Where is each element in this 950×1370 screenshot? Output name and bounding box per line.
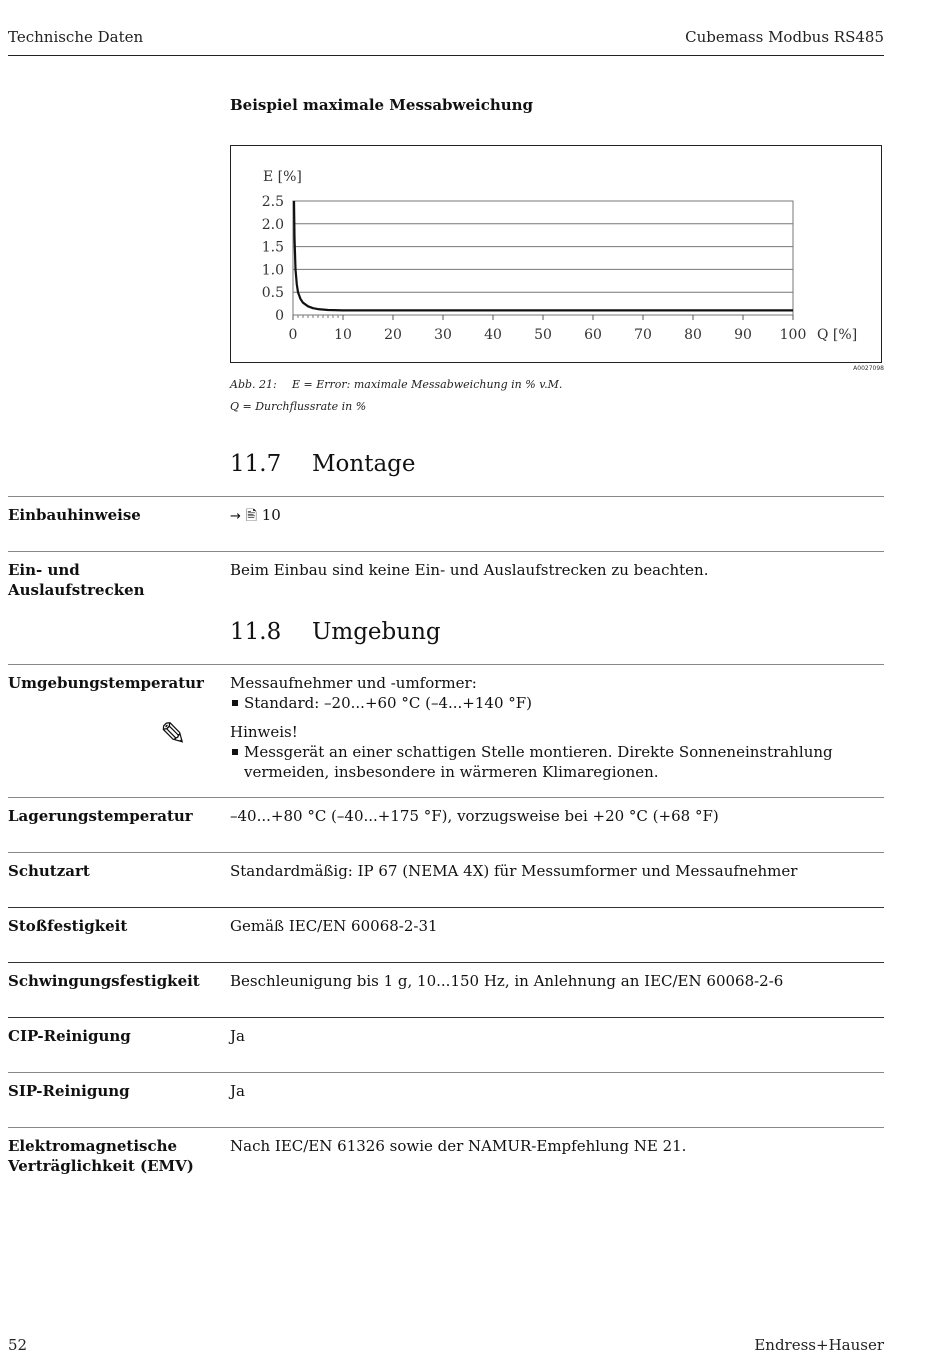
error-curve <box>294 201 793 310</box>
row-label-schutzart: Schutzart <box>8 862 90 880</box>
row-divider <box>8 1072 884 1073</box>
row-value-cip-reinigung: Ja <box>230 1027 245 1045</box>
x-tick-label: 20 <box>384 327 402 343</box>
row-label-sip-reinigung: SIP-Reinigung <box>8 1082 130 1100</box>
row-divider <box>8 664 884 665</box>
x-tick-label: 0 <box>288 327 298 343</box>
row-label-schwingungsfestigkeit: Schwingungsfestigkeit <box>8 972 200 990</box>
y-tick-label: 2.5 <box>261 194 284 210</box>
row-value-umgebungstemperatur <box>230 673 884 782</box>
page-number: 52 <box>8 1336 28 1354</box>
x-tick-label: 10 <box>334 327 352 343</box>
row-divider <box>8 907 884 908</box>
row-divider <box>8 852 884 853</box>
y-axis-label: E [%] <box>263 169 302 185</box>
row-value-einlaufstrecken: Beim Einbau sind keine Ein- und Auslaufstrecken zu beachten. <box>230 561 709 579</box>
caption-label: Abb. 21: <box>230 378 277 391</box>
figure-id: A0027098 <box>853 365 884 372</box>
row-value-schutzart: Standardmäßig: IP 67 (NEMA 4X) für Messumformer und Messaufnehmer <box>230 862 798 880</box>
x-tick-label: 80 <box>684 327 702 343</box>
row-divider <box>8 1127 884 1128</box>
footer-brand: Endress+Hauser <box>754 1336 884 1354</box>
figure-caption-2: Q = Durchflussrate in % <box>230 400 367 413</box>
caption-text-1: E = Error: maximale Messabweichung in % v.M. <box>292 378 563 391</box>
y-tick-label: 1.5 <box>261 239 284 256</box>
row-value-stossfestigkeit: Gemäß IEC/EN 60068-2-31 <box>230 917 438 935</box>
section-number-montage: 11.7 <box>230 451 282 477</box>
x-tick-label: 50 <box>534 327 552 343</box>
y-tick-label: 2.0 <box>261 216 284 233</box>
arrow-right-icon: → <box>230 509 241 524</box>
x-tick-label: 40 <box>484 327 502 343</box>
row-label-umgebungstemperatur: Umgebungstemperatur <box>8 674 204 692</box>
x-tick-label: 60 <box>584 327 602 343</box>
x-tick-label: 30 <box>434 327 452 343</box>
row-divider <box>8 797 884 798</box>
x-tick-label: 90 <box>734 327 752 343</box>
figure-caption-1 <box>230 378 562 391</box>
page-reference-link[interactable] <box>230 505 884 527</box>
section-title-montage: Montage <box>312 451 416 477</box>
header-product-name: Cubemass Modbus RS485 <box>685 28 884 46</box>
x-axis-label: Q [%] <box>817 327 858 343</box>
figure-title: Beispiel maximale Messabweichung <box>230 96 534 114</box>
x-tick-label: 70 <box>634 327 652 343</box>
row-value-emv: Nach IEC/EN 61326 sowie der NAMUR-Empfehlung NE 21. <box>230 1137 687 1155</box>
temperature-intro: Messaufnehmer und -umformer: <box>230 674 477 692</box>
row-label-einbauhinweise: Einbauhinweise <box>8 506 141 524</box>
row-value-lagerungstemperatur: –40...+80 °C (–40...+175 °F), vorzugsweise bei +20 °C (+68 °F) <box>230 807 719 825</box>
header-divider <box>8 55 884 56</box>
page-icon: 🖹 <box>245 508 257 524</box>
row-label-cip-reinigung: CIP-Reinigung <box>8 1027 131 1045</box>
page-reference-number: 10 <box>261 506 281 524</box>
hint-title: Hinweis! <box>230 723 298 741</box>
y-tick-label: 0 <box>275 308 284 324</box>
plot-frame <box>293 201 793 315</box>
temperature-standard: Standard: –20...+60 °C (–4...+140 °F) <box>230 693 884 713</box>
section-number-umgebung: 11.8 <box>230 619 282 645</box>
row-divider <box>8 1017 884 1018</box>
row-label-lagerungstemperatur: Lagerungstemperatur <box>8 807 193 825</box>
pencil-icon: ✎ <box>160 715 187 753</box>
row-divider <box>8 551 884 552</box>
row-label-emv: Elektromagnetische Verträglichkeit (EMV) <box>8 1137 194 1175</box>
row-value-schwingungsfestigkeit: Beschleunigung bis 1 g, 10...150 Hz, in Anlehnung an IEC/EN 60068-2-6 <box>230 972 784 990</box>
hint-text: Messgerät an einer schattigen Stelle montieren. Direkte Sonneneinstrahlung vermeiden, insbesondere in wärmeren Klimaregionen. <box>230 742 884 782</box>
row-divider <box>8 496 884 497</box>
x-tick-label: 100 <box>779 327 807 343</box>
header-section-title: Technische Daten <box>8 28 144 46</box>
y-tick-label: 0.5 <box>261 285 284 302</box>
row-label-einlaufstrecken: Ein- und Auslaufstrecken <box>8 561 145 599</box>
y-tick-label: 1.0 <box>261 262 284 279</box>
row-value-sip-reinigung: Ja <box>230 1082 245 1100</box>
row-divider <box>8 962 884 963</box>
error-chart <box>231 146 881 362</box>
section-title-umgebung: Umgebung <box>312 619 441 645</box>
row-label-stossfestigkeit: Stoßfestigkeit <box>8 917 128 935</box>
figure-frame <box>230 145 882 363</box>
